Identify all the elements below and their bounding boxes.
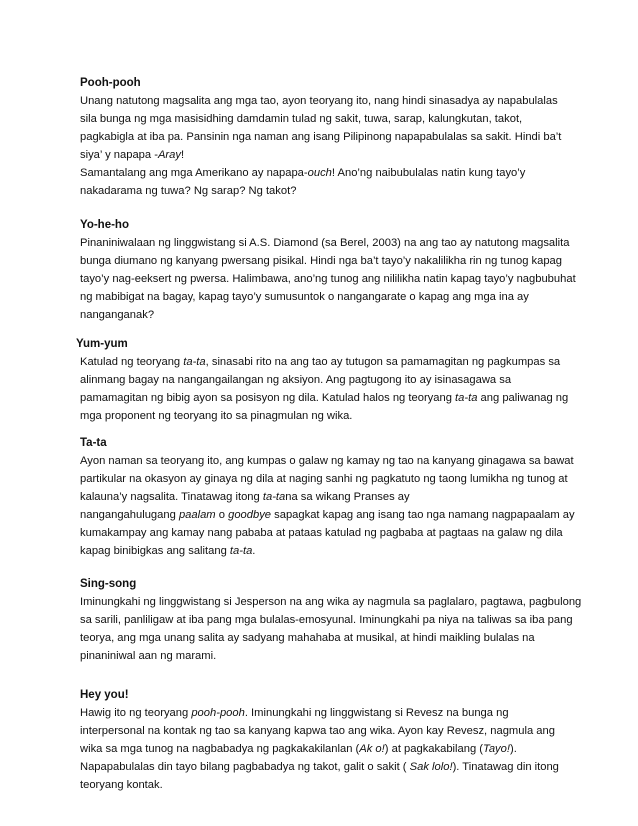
text-line xyxy=(80,110,570,128)
text-run: sa sarili, panliligaw at iba pang mga bulalas-emosyunal. Iminungkahi pa niya na taliwas sa iba pang xyxy=(80,614,573,626)
paragraph xyxy=(80,593,582,665)
text-line xyxy=(80,128,570,146)
text-run: Katulad ng teoryang xyxy=(80,356,184,368)
text-run: pamamagitan ng bibig ayon sa posisyon ng dila. Katulad halos ng teoryang xyxy=(80,392,456,404)
italic-term: ta-ta xyxy=(455,392,478,404)
text-line xyxy=(80,722,570,740)
text-line xyxy=(80,353,570,371)
text-run: teoryang kontak. xyxy=(80,779,163,791)
text-line xyxy=(80,470,570,488)
text-run: . Iminungkahi ng linggwistang si Revesz na bunga ng xyxy=(244,707,509,719)
section-body xyxy=(80,452,575,560)
text-run: nakadarama ng tuwa? Ng sarap? Ng takot? xyxy=(80,185,297,197)
text-line xyxy=(80,182,570,200)
text-run: ). Tinatawag din itong xyxy=(452,761,559,773)
text-line xyxy=(80,306,570,324)
text-run: ang paliwanag ng xyxy=(477,392,569,404)
text-run: ! xyxy=(180,149,185,161)
text-run: . xyxy=(252,545,256,557)
text-line xyxy=(80,164,570,182)
text-run: Pinaniniwalaan ng linggwistang si A.S. Diamond (sa Berel, 2003) na ang tao ay natutong magsalita xyxy=(80,237,570,249)
text-run: Unang natutong magsalita ang mga tao, ayon teoryang ito, nang hindi sinasadya ay napabulalas xyxy=(80,95,558,107)
text-line xyxy=(80,270,576,288)
text-run: pinaniniwal aan ng marami. xyxy=(80,650,217,662)
text-run: o xyxy=(215,509,229,521)
text-run: , sinasabi rito na ang tao ay tutugon sa pamamagitan ng pagkumpas sa xyxy=(205,356,561,368)
section-yum-yum xyxy=(76,335,570,425)
text-run: kapag binibigkas ang salitang xyxy=(80,545,230,557)
text-line xyxy=(80,506,575,524)
italic-term: Ak o! xyxy=(359,743,385,755)
section-body xyxy=(80,234,576,324)
text-run: ). xyxy=(509,743,517,755)
section-heading: Sing-song xyxy=(80,578,137,590)
text-line xyxy=(80,524,570,542)
text-run: partikular na okasyon ay ginaya ng dila at naging sanhi ng pagkatuto ng taong lumikha ng tunog at xyxy=(80,473,568,485)
italic-term: Sak lolo! xyxy=(409,761,453,773)
text-run: sapagkat kapag ang isang tao nga namang nagpapaalam ay xyxy=(271,509,575,521)
text-line xyxy=(80,371,570,389)
text-run: interpersonal na kontak ng tao sa kanyang kapwa tao ang wika. Ayon kay Revesz, nagmula ang xyxy=(80,725,555,737)
text-run: tayo’y nag-eeksert ng pwersa. Halimbawa, ano’ng tunog ang nililikha natin kapag tayo’y nagbubuhat xyxy=(80,273,576,285)
paragraph xyxy=(80,164,570,200)
text-line xyxy=(80,146,570,164)
text-run: alinmang bagay na nangangailangan ng aksiyon. Ang pagtugong ito ay isinasagawa sa xyxy=(80,374,512,386)
text-run: teorya, ang mga unang salita ay sadyang mahahaba at musikal, at hindi maikling bulalas na xyxy=(80,632,535,644)
text-line xyxy=(80,252,570,270)
text-line xyxy=(80,234,570,252)
paragraph xyxy=(80,704,570,794)
text-run: mga proponent ng teoryang ito sa pinagmulan ng wika. xyxy=(80,410,353,422)
text-run: bunga diumano ng kanyang pwersang pisikal. Hindi nga ba’t tayo’y nakalilikha rin ng tunog kapag xyxy=(80,255,563,267)
text-run: wika sa mga tunog na nagbabadya ng pagkakakilanlan ( xyxy=(80,743,360,755)
paragraph xyxy=(80,452,575,560)
text-run: Napapabulalas din tayo bilang pagbabadya ng takot, galit o sakit ( xyxy=(80,761,410,773)
section-body xyxy=(80,593,582,665)
italic-term: ouch xyxy=(307,167,332,179)
italic-term: Tayo! xyxy=(483,743,510,755)
text-line xyxy=(80,389,570,407)
italic-term: Aray xyxy=(157,149,181,161)
section-yo-he-ho xyxy=(80,216,576,324)
section-heading: Yo-he-ho xyxy=(80,219,129,231)
text-line xyxy=(80,629,570,647)
text-run: sila bunga ng mga masisidhing damdamin tulad ng sakit, tuwa, sarap, kalungkutan, takot, xyxy=(80,113,523,125)
text-run: ng mabibigat na bagay, kapag tayo’y sumusuntok o nangangarate o kapag ang mga ina ay xyxy=(80,291,529,303)
section-pooh-pooh xyxy=(80,74,570,200)
paragraph xyxy=(80,92,570,164)
italic-term: pooh-pooh xyxy=(191,707,245,719)
text-run: na sa wikang Pranses ay xyxy=(285,491,410,503)
text-line xyxy=(80,647,570,665)
text-run: nanganganak? xyxy=(80,309,155,321)
text-line xyxy=(80,740,570,758)
text-line xyxy=(80,288,570,306)
text-run: kalauna’y nagsalita. Tinatawag itong xyxy=(80,491,263,503)
section-body xyxy=(80,704,570,794)
text-line xyxy=(80,488,570,506)
italic-term: ta-ta xyxy=(183,356,206,368)
section-body xyxy=(80,92,570,200)
text-line xyxy=(80,776,570,794)
section-ta-ta xyxy=(80,434,575,560)
text-line xyxy=(80,704,570,722)
section-heading: Pooh-pooh xyxy=(80,77,141,89)
text-run: Hawig ito ng teoryang xyxy=(80,707,192,719)
section-heading: Hey you! xyxy=(80,689,129,701)
text-run: pagkabigla at iba pa. Pansinin nga naman ang isang Pilipinong napapabulalas sa sakit. Hindi ba’t xyxy=(80,131,562,143)
text-run: ) at pagkakabilang ( xyxy=(384,743,484,755)
text-line xyxy=(80,611,573,629)
text-run: Iminungkahi ng linggwistang si Jesperson na ang wika ay nagmula sa paglalaro, pagtawa, pagbulong xyxy=(80,596,582,608)
text-run: Samantalang ang mga Amerikano ay napapa- xyxy=(80,167,308,179)
text-run: ! Ano’ng naibubulalas natin kung tayo’y xyxy=(331,167,526,179)
section-heading: Ta-ta xyxy=(80,437,107,449)
italic-term: ta-ta xyxy=(262,491,286,503)
text-run: nangangahulugang xyxy=(80,509,179,521)
section-sing-song xyxy=(80,575,582,665)
text-line xyxy=(80,92,570,110)
text-run: kumakampay ang kamay nang pababa at pataas katulad ng pagbaba at pagtaas na galaw ng dila xyxy=(80,527,563,539)
text-line xyxy=(80,593,582,611)
section-hey-you xyxy=(80,686,570,794)
text-line xyxy=(80,542,570,560)
italic-term: ta-ta xyxy=(229,545,253,557)
italic-term: paalam xyxy=(178,509,216,521)
section-heading: Yum-yum xyxy=(76,338,128,350)
text-line xyxy=(80,407,570,425)
paragraph xyxy=(80,353,570,425)
text-line xyxy=(80,758,570,776)
text-line xyxy=(80,452,574,470)
italic-term: goodbye xyxy=(228,509,272,521)
paragraph xyxy=(80,234,576,324)
section-body xyxy=(80,353,570,425)
text-run: siya’ y napapa - xyxy=(80,149,158,161)
text-run: Ayon naman sa teoryang ito, ang kumpas o galaw ng kamay ng tao na kanyang ginagawa sa bawat xyxy=(80,455,574,467)
